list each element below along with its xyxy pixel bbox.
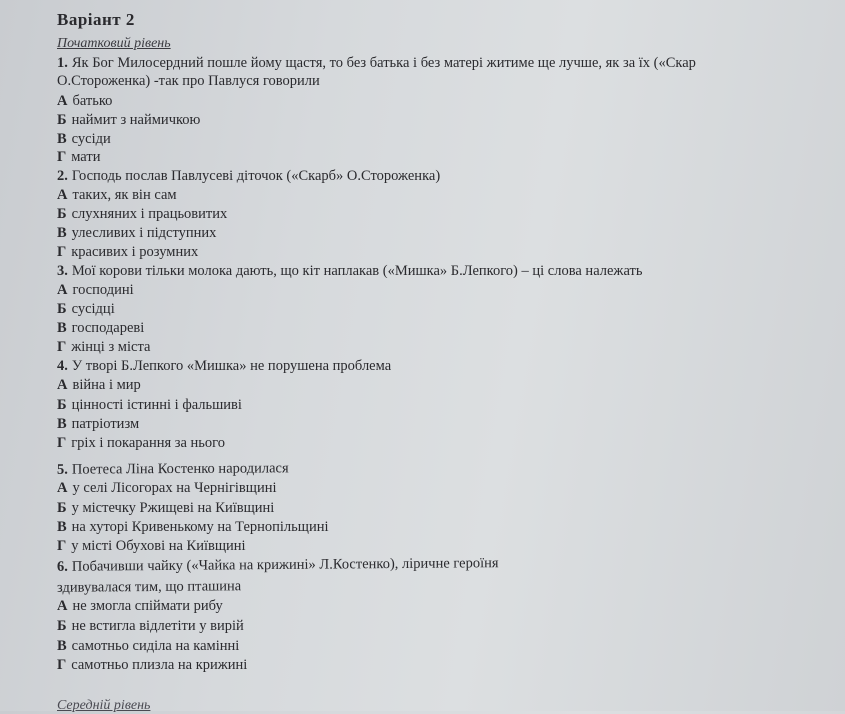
option-text: наймит з наймичкою bbox=[71, 112, 201, 128]
question-6-text-line-1 bbox=[57, 554, 499, 576]
question-1-option-4 bbox=[57, 148, 100, 166]
option-letter: В bbox=[57, 225, 67, 241]
option-letter: А bbox=[57, 598, 68, 614]
question-1-text-line-1 bbox=[57, 54, 696, 72]
option-text: самотньо сиділа на камінні bbox=[71, 638, 240, 654]
option-letter: В bbox=[57, 416, 67, 432]
question-5-option-3 bbox=[57, 518, 329, 536]
option-text: таких, як він сам bbox=[72, 187, 177, 203]
question-number: 2. bbox=[57, 168, 68, 184]
option-text: сусіди bbox=[71, 131, 111, 147]
question-3-option-4 bbox=[57, 338, 150, 356]
option-letter: Г bbox=[57, 657, 67, 673]
question-text: Побачивши чайку («Чайка на крижині» Л.Костенко), ліричне героїня bbox=[71, 555, 499, 575]
question-text: Мої корови тільки молока дають, що кіт наплакав («Мишка» Б.Лепкого) – ці слова належать bbox=[71, 263, 643, 279]
question-number: 5. bbox=[56, 461, 68, 478]
question-6-option-3 bbox=[57, 637, 239, 655]
question-4-option-3 bbox=[57, 415, 139, 433]
option-text: у селі Лісогорах на Чернігівщині bbox=[72, 480, 277, 496]
option-letter: А bbox=[57, 187, 68, 203]
question-6-option-2 bbox=[57, 617, 244, 635]
question-text: Поетеса Ліна Костенко народилася bbox=[71, 460, 289, 478]
question-1-option-3 bbox=[57, 130, 111, 148]
option-text: мати bbox=[71, 149, 101, 165]
option-text: господареві bbox=[71, 320, 145, 336]
option-letter: В bbox=[57, 519, 67, 535]
option-text: гріх і покарання за нього bbox=[71, 435, 226, 451]
option-text: на хуторі Кривенькому на Тернопільщині bbox=[71, 519, 329, 535]
question-number: 4. bbox=[57, 358, 68, 374]
next-level-heading: Середній рівень bbox=[57, 698, 151, 713]
option-letter: В bbox=[57, 638, 67, 654]
level-heading: Початковий рівень bbox=[57, 36, 171, 51]
option-letter: А bbox=[57, 480, 68, 496]
option-letter: А bbox=[57, 93, 68, 109]
question-2-option-4 bbox=[57, 243, 198, 261]
option-text: батько bbox=[72, 93, 113, 109]
question-4-option-1 bbox=[57, 376, 141, 394]
question-2-option-3 bbox=[57, 224, 216, 242]
question-text: здивувалася тим, що пташина bbox=[56, 578, 242, 596]
option-letter: А bbox=[57, 377, 68, 393]
question-3-option-1 bbox=[57, 281, 134, 299]
option-letter: Г bbox=[57, 244, 67, 260]
question-number: 3. bbox=[57, 263, 68, 279]
question-text: О.Стороженка) -так про Павлуся говорили bbox=[57, 73, 320, 89]
option-letter: Б bbox=[57, 397, 67, 413]
question-6-text-line-2 bbox=[57, 577, 241, 597]
option-text: не встигла відлетіти у вирій bbox=[71, 618, 244, 634]
option-text: улесливих і підступних bbox=[71, 225, 217, 241]
option-text: не змогла спіймати рибу bbox=[72, 598, 223, 614]
question-4-option-4 bbox=[57, 434, 225, 452]
option-letter: А bbox=[57, 282, 68, 298]
option-letter: Г bbox=[57, 435, 67, 451]
question-5-text-line-1 bbox=[57, 459, 289, 478]
option-text: самотньо плизла на крижині bbox=[71, 657, 248, 673]
question-1-option-2 bbox=[57, 111, 200, 129]
option-text: війна і мир bbox=[72, 377, 141, 393]
option-text: господині bbox=[72, 282, 134, 298]
question-1-text-line-2 bbox=[57, 72, 320, 90]
option-letter: Б bbox=[57, 206, 67, 222]
option-text: жінці з міста bbox=[71, 339, 151, 355]
option-letter: Б bbox=[57, 618, 67, 634]
question-5-option-4 bbox=[57, 537, 246, 555]
question-5-option-1 bbox=[57, 479, 277, 497]
question-6-option-1 bbox=[57, 597, 223, 615]
option-letter: Г bbox=[57, 538, 67, 554]
question-3-option-2 bbox=[57, 300, 115, 318]
question-text: У творі Б.Лепкого «Мишка» не порушена проблема bbox=[71, 358, 392, 374]
option-text: красивих і розумних bbox=[71, 244, 199, 260]
question-2-option-1 bbox=[57, 186, 177, 204]
question-6-option-4 bbox=[57, 656, 247, 674]
question-4-text-line-1 bbox=[57, 357, 391, 375]
question-5-option-2 bbox=[57, 499, 274, 517]
option-letter: Б bbox=[57, 500, 67, 516]
question-text: Як Бог Милосердний пошле йому щастя, то без батька і без матері житиме ще лучше, як за їх («Скар bbox=[71, 55, 696, 71]
question-3-text-line-1 bbox=[57, 262, 642, 280]
option-text: слухняних і працьовитих bbox=[71, 206, 228, 222]
question-text: Господь послав Павлусеві діточок («Скарб» О.Стороженка) bbox=[71, 168, 441, 184]
option-text: у містечку Ржищеві на Київщині bbox=[71, 500, 275, 516]
question-2-option-2 bbox=[57, 205, 227, 223]
option-letter: Г bbox=[57, 339, 67, 355]
question-number: 1. bbox=[57, 55, 68, 71]
question-4-option-2 bbox=[57, 396, 242, 414]
question-2-text-line-1 bbox=[57, 167, 440, 185]
option-letter: Б bbox=[57, 301, 67, 317]
option-text: патріотизм bbox=[71, 416, 140, 432]
question-1-option-1 bbox=[57, 92, 112, 110]
question-number: 6. bbox=[56, 558, 68, 575]
option-letter: Б bbox=[57, 112, 67, 128]
variant-title: Варіант 2 bbox=[57, 10, 135, 29]
question-3-option-3 bbox=[57, 319, 144, 337]
option-text: у місті Обухові на Київщині bbox=[71, 538, 246, 554]
option-text: цінності істинні і фальшиві bbox=[71, 397, 242, 413]
option-text: сусідці bbox=[71, 301, 115, 317]
option-letter: В bbox=[57, 320, 67, 336]
option-letter: В bbox=[57, 131, 67, 147]
option-letter: Г bbox=[57, 149, 67, 165]
